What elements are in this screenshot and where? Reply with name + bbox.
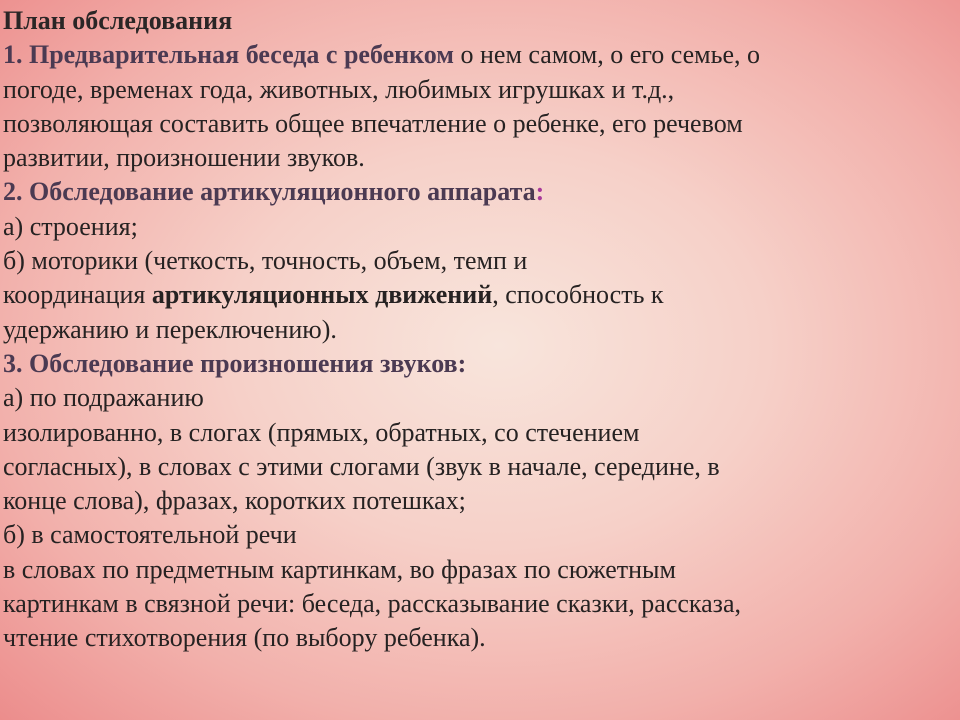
section2-item-b-line1: б) моторики (четкость, точность, объем, темп и — [3, 246, 528, 276]
section2-item-a: а) строения; — [3, 211, 138, 241]
section2-heading: 2. Обследование артикуляционного аппарата — [3, 177, 536, 207]
section1-line3: позволяющая составить общее впечатление о ребенке, его речевом — [3, 108, 743, 138]
section1-line1-rest: о нем самом, о его семье, о — [454, 40, 761, 70]
slide-title: План обследования — [3, 6, 233, 35]
section2-heading-line — [3, 175, 953, 209]
section2-item-b-line2-start: координация — [3, 280, 152, 310]
section1-line4: развитии, произношении звуков. — [3, 143, 365, 173]
section3-item-b-line3: чтение стихотворения (по выбору ребенка). — [3, 623, 486, 653]
section2-heading-colon: : — [535, 177, 545, 207]
section3-item-b: б) в самостоятельной речи — [3, 520, 297, 550]
section3-item-b-line2: картинкам в связной речи: беседа, рассказывание сказки, рассказа, — [3, 589, 741, 619]
section2-item-b-line2-bold: артикуляционных движений — [151, 280, 493, 310]
section2-item-b-line2 — [3, 278, 953, 312]
section2-item-b-line3: удержанию и переключению). — [3, 314, 337, 344]
section3-item-a-line2: согласных), в словах с этими слогами (звук в начале, середине, в — [3, 451, 720, 481]
section3-item-b-line1: в словах по предметным картинкам, во фразах по сюжетным — [3, 554, 676, 584]
section3-item-a-line1: изолированно, в слогах (прямых, обратных, со стечением — [3, 417, 640, 447]
section1-heading: 1. Предварительная беседа с ребенком — [3, 40, 455, 70]
section2-item-b-line2-end: , способность к — [492, 280, 664, 310]
section3-item-a-line3: конце слова), фразах, коротких потешках; — [3, 486, 466, 516]
section1-line1 — [3, 38, 953, 72]
slide-content — [3, 4, 953, 656]
section3-item-a: а) по подражанию — [3, 383, 204, 413]
section3-heading: 3. Обследование произношения звуков: — [3, 348, 467, 378]
section1-line2: погоде, временах года, животных, любимых игрушках и т.д., — [3, 74, 675, 104]
